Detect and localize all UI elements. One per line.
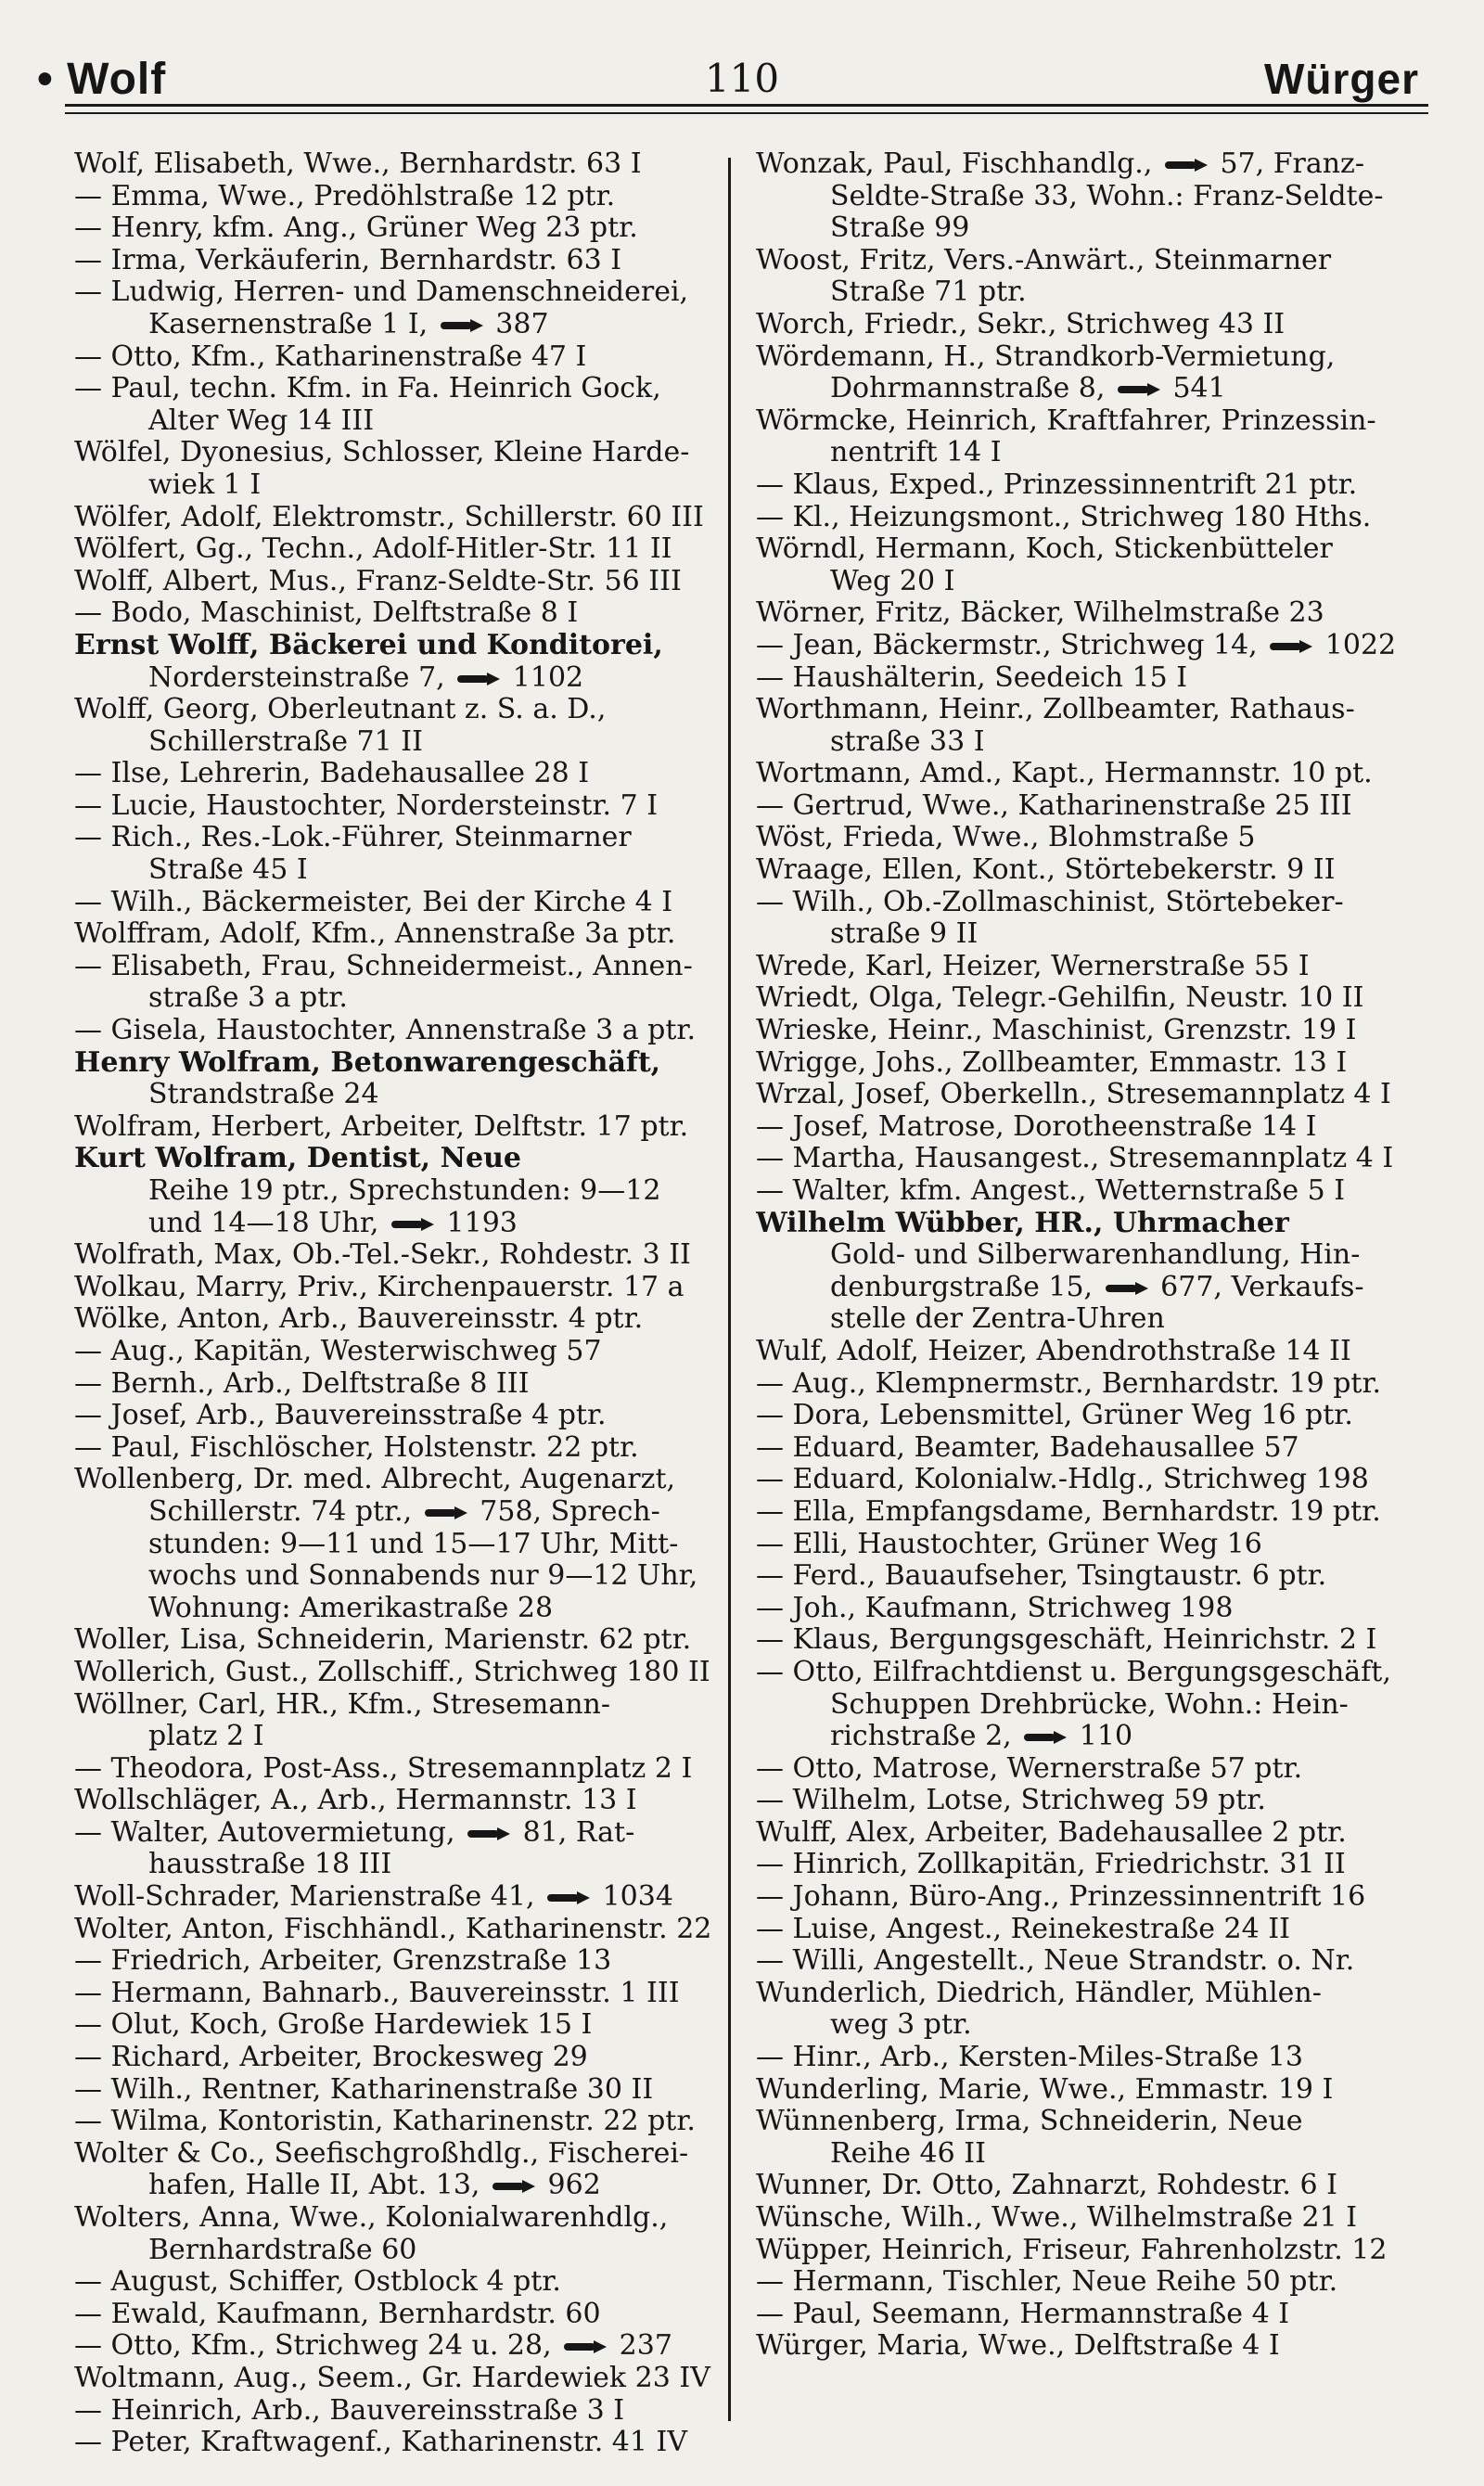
directory-entry <box>74 1881 712 1914</box>
entry-line: Wolters, Anna, Wwe., Kolonialwarenhdlg., <box>74 2202 669 2234</box>
entry-continuation-line: Straße 71 ptr. <box>830 276 1027 309</box>
entry-line: — Friedrich, Arbeiter, Grenzstraße 13 <box>74 1945 612 1978</box>
entry-line: — Johann, Büro-Ang., Prinzessinnentrift 16 <box>756 1881 1366 1914</box>
phone-icon <box>1024 1731 1067 1744</box>
entry-continuation-line: stunden: 9—11 und 15—17 Uhr, Mitt- <box>148 1528 679 1560</box>
directory-entry <box>74 373 712 437</box>
right-column <box>756 148 1405 2363</box>
entry-continuation-line: Reihe 46 II <box>830 2137 986 2170</box>
entry-line: Wünsche, Wilh., Wwe., Wilhelmstraße 21 I <box>756 2202 1358 2234</box>
phone-icon <box>391 1218 434 1231</box>
entry-line: — Heinrich, Arb., Bauvereinsstraße 3 I <box>74 2394 625 2427</box>
page-number: 110 <box>704 56 780 101</box>
entry-continuation-line: Dohrmannstraße 8, 541 <box>830 373 1226 405</box>
directory-entry <box>756 502 1405 534</box>
entry-line: — Irma, Verkäuferin, Bernhardstr. 63 I <box>74 244 622 276</box>
entry-line: Ernst Wolff, Bäckerei und Konditorei, <box>74 629 663 661</box>
entry-line: Woll-Schrader, Marienstraße 41, 1034 <box>74 1881 673 1914</box>
directory-entry <box>74 276 712 340</box>
directory-entry <box>756 2330 1405 2363</box>
entry-line: — Walter, kfm. Angest., Wetternstraße 5 I <box>756 1175 1346 1207</box>
entry-continuation-line: Schillerstraße 71 II <box>148 725 423 758</box>
directory-entry <box>756 309 1405 341</box>
page-header <box>37 43 1447 108</box>
entry-line: — Paul, Fischlöscher, Holstenstr. 22 ptr. <box>74 1431 639 1464</box>
entry-line: — Richard, Arbeiter, Brockesweg 29 <box>74 2042 588 2074</box>
directory-entry <box>756 1529 1405 1561</box>
directory-entry <box>74 1336 712 1368</box>
directory-entry <box>74 918 712 951</box>
entry-line: — Ludwig, Herren- und Damenschneiderei, <box>74 276 689 309</box>
entry-line: — Bodo, Maschinist, Delftstraße 8 I <box>74 597 579 630</box>
directory-entry <box>74 822 712 886</box>
directory-entry <box>74 1432 712 1465</box>
entry-line: — Elisabeth, Frau, Schneidermeist., Annen- <box>74 950 693 982</box>
entry-line: — Peter, Kraftwagenf., Katharinenstr. 41 IV <box>74 2427 688 2459</box>
entry-line: — Otto, Kfm., Strichweg 24 u. 28, 237 <box>74 2330 672 2363</box>
entry-line: — Wilh., Bäckermeister, Bei der Kirche 4 I <box>74 886 673 918</box>
entry-line: Wortmann, Amd., Kapt., Hermannstr. 10 pt. <box>756 758 1373 790</box>
entry-line: — Henry, kfm. Ang., Grüner Weg 23 ptr. <box>74 212 638 245</box>
directory-entry <box>74 1945 712 1978</box>
entry-continuation-line: Alter Weg 14 III <box>148 404 375 437</box>
directory-entry <box>74 1143 712 1239</box>
directory-entry <box>756 1336 1405 1368</box>
directory-entry <box>756 1657 1405 1753</box>
entry-line: — Willi, Angestellt., Neue Strandstr. o. Nr. <box>756 1945 1355 1978</box>
entry-continuation-line: denburgstraße 15, 677, Verkaufs- <box>830 1271 1364 1303</box>
directory-entry <box>74 566 712 598</box>
directory-entry <box>756 1978 1405 2042</box>
entry-line: Wölfer, Adolf, Elektromstr., Schillerstr. 60 III <box>74 501 704 533</box>
directory-entry <box>74 245 712 277</box>
entry-line: Woost, Fritz, Vers.-Anwärt., Steinmarner <box>756 244 1332 276</box>
entry-line: — Klaus, Exped., Prinzessinnentrift 21 ptr. <box>756 468 1358 501</box>
header-rule-bottom <box>65 112 1428 114</box>
directory-entry <box>74 758 712 790</box>
entry-line: — Hermann, Tischler, Neue Reihe 50 ptr. <box>756 2266 1338 2299</box>
directory-entry <box>74 694 712 758</box>
entry-line: — Hinr., Arb., Kersten-Miles-Straße 13 <box>756 2042 1303 2074</box>
entry-continuation-line: Straße 45 I <box>148 854 308 887</box>
entry-line: — Otto, Matrose, Wernerstraße 57 ptr. <box>756 1752 1303 1785</box>
directory-entry <box>74 1978 712 2010</box>
directory-entry <box>74 2427 712 2459</box>
directory-entry <box>756 2299 1405 2331</box>
entry-line: — Gisela, Haustochter, Annenstraße 3 a ptr. <box>74 1015 697 1047</box>
directory-entry <box>74 2138 712 2202</box>
directory-entry <box>74 1753 712 1786</box>
directory-entry <box>74 502 712 534</box>
entry-line: — Dora, Lebensmittel, Grüner Weg 16 ptr. <box>756 1400 1353 1432</box>
entry-line: Wolf, Elisabeth, Wwe., Bernhardstr. 63 I <box>74 148 642 180</box>
entry-line: Wolkau, Marry, Priv., Kirchenpauerstr. 17 a <box>74 1271 684 1303</box>
entry-line: Wulff, Alex, Arbeiter, Badehausallee 2 ptr. <box>756 1816 1347 1849</box>
entry-line: Wollerich, Gust., Zollschiff., Strichweg 180 II <box>74 1656 710 1688</box>
directory-entry <box>756 1368 1405 1401</box>
entry-line: Wüpper, Heinrich, Friseur, Fahrenholzstr. 12 <box>756 2234 1388 2266</box>
entry-line: Wörndl, Hermann, Koch, Stickenbütteler <box>756 533 1333 566</box>
directory-entry <box>756 1175 1405 1208</box>
entry-line: Wolfram, Herbert, Arbeiter, Delftstr. 17 ptr. <box>74 1110 689 1143</box>
directory-entry <box>74 2202 712 2266</box>
directory-entry <box>756 1560 1405 1593</box>
entry-line: — Aug., Kapitän, Westerwischweg 57 <box>74 1335 602 1367</box>
directory-entry <box>756 1432 1405 1465</box>
entry-line: — Otto, Kfm., Katharinenstraße 47 I <box>74 340 587 373</box>
directory-entry <box>756 1496 1405 1529</box>
entry-line: — Klaus, Bergungsgeschäft, Heinrichstr. 2 I <box>756 1624 1377 1657</box>
entry-line: — Otto, Eilfrachtdienst u. Bergungsgeschäft, <box>756 1656 1391 1688</box>
directory-entry <box>756 2235 1405 2267</box>
entry-line: Wördemann, H., Strandkorb-Vermietung, <box>756 340 1336 373</box>
directory-entry <box>756 630 1405 662</box>
directory-entry <box>756 1400 1405 1432</box>
entry-line: Henry Wolfram, Betonwarengeschäft, <box>74 1046 661 1079</box>
entry-continuation-line: Gold- und Silberwarenhandlung, Hin- <box>830 1239 1361 1272</box>
entry-line: Wünnenberg, Irma, Schneiderin, Neue <box>756 2106 1303 2138</box>
entry-continuation-line: hausstraße 18 III <box>148 1849 392 1881</box>
entry-continuation-line: weg 3 ptr. <box>830 2009 972 2042</box>
entry-line: — Haushälterin, Seedeich 15 I <box>756 661 1188 694</box>
directory-entry <box>74 1111 712 1144</box>
entry-line: — Wilh., Ob.-Zollmaschinist, Störtebeker- <box>756 886 1344 918</box>
directory-entry <box>74 2266 712 2299</box>
entry-continuation-line: Reihe 19 ptr., Sprechstunden: 9—12 <box>148 1175 661 1207</box>
directory-entry <box>756 1015 1405 1047</box>
directory-entry <box>74 2363 712 2395</box>
entry-continuation-line: hafen, Halle II, Abt. 13, 962 <box>148 2170 601 2202</box>
directory-entry <box>756 1464 1405 1496</box>
entry-continuation-line: und 14—18 Uhr, 1193 <box>148 1207 518 1239</box>
directory-entry <box>756 2074 1405 2107</box>
entry-continuation-line: Kasernenstraße 1 I, 387 <box>148 308 549 340</box>
entry-line: Wriedt, Olga, Telegr.-Gehilfin, Neustr. 10 II <box>756 982 1364 1015</box>
directory-entry <box>74 1239 712 1272</box>
entry-line: Wöst, Frieda, Wwe., Blohmstraße 5 <box>756 822 1256 854</box>
entry-line: — Olut, Koch, Große Hardewiek 15 I <box>74 2009 593 2042</box>
phone-icon <box>493 2180 535 2193</box>
header-right-keyword: Würger <box>1264 55 1419 103</box>
entry-line: Wunner, Dr. Otto, Zahnarzt, Rohdestr. 6 I <box>756 2170 1337 2202</box>
entry-line: — Wilhelm, Lotse, Strichweg 59 ptr. <box>756 1785 1266 1817</box>
entry-line: — Ilse, Lehrerin, Badehausallee 28 I <box>74 758 590 790</box>
entry-line: — Walter, Autovermietung, 81, Rat- <box>74 1816 635 1849</box>
directory-entry <box>756 790 1405 823</box>
entry-line: — August, Schiffer, Ostblock 4 ptr. <box>74 2266 561 2299</box>
entry-line: Wolff, Albert, Mus., Franz-Seldte-Str. 56 III <box>74 565 682 597</box>
directory-entry <box>74 1817 712 1881</box>
directory-entry <box>756 1593 1405 1625</box>
entry-continuation-line: Seldte-Straße 33, Wohn.: Franz-Seldte- <box>830 180 1384 212</box>
directory-entry <box>74 2009 712 2042</box>
phone-icon <box>457 673 500 686</box>
entry-continuation-line: Nordersteinstraße 7, 1102 <box>148 661 584 694</box>
entry-line: Wrzal, Josef, Oberkelln., Stresemannplatz 4 I <box>756 1079 1391 1111</box>
directory-entry <box>756 148 1405 245</box>
directory-entry <box>756 1945 1405 1978</box>
entry-line: Wrieske, Heinr., Maschinist, Grenzstr. 19 I <box>756 1015 1357 1047</box>
directory-entry <box>756 982 1405 1015</box>
directory-entry <box>756 694 1405 758</box>
directory-entry <box>756 822 1405 854</box>
directory-entry <box>756 1849 1405 1881</box>
entry-continuation-line: straße 9 II <box>830 918 979 951</box>
entry-line: — Martha, Hausangest., Stresemannplatz 4 I <box>756 1143 1394 1175</box>
directory-entry <box>756 854 1405 887</box>
entry-line: Wölke, Anton, Arb., Bauvereinsstr. 4 ptr. <box>74 1303 644 1336</box>
entry-continuation-line: Strandstraße 24 <box>148 1079 379 1111</box>
directory-entry <box>756 2042 1405 2074</box>
entry-line: — Lucie, Haustochter, Nordersteinstr. 7 I <box>74 789 659 822</box>
directory-entry <box>756 1208 1405 1336</box>
entry-line: — Wilma, Kontoristin, Katharinenstr. 22 ptr. <box>74 2106 696 2138</box>
directory-entry <box>756 533 1405 597</box>
entry-line: Wulf, Adolf, Heizer, Abendrothstraße 14 II <box>756 1335 1351 1367</box>
directory-entry <box>756 1111 1405 1144</box>
entry-line: Wonzak, Paul, Fischhandlg., 57, Franz- <box>756 148 1364 180</box>
entry-line: Wölfert, Gg., Techn., Adolf-Hitler-Str. 11 II <box>74 533 672 566</box>
header-rule-top <box>65 104 1428 107</box>
phone-icon <box>1270 640 1312 653</box>
directory-entry <box>756 2202 1405 2235</box>
entry-continuation-line: Schuppen Drehbrücke, Wohn.: Hein- <box>830 1688 1349 1721</box>
entry-line: — Luise, Angest., Reinekestraße 24 II <box>756 1913 1290 1945</box>
directory-entry <box>756 1785 1405 1817</box>
directory-entry <box>756 2106 1405 2170</box>
entry-line: Wrigge, Johs., Zollbeamter, Emmastr. 13 I <box>756 1046 1348 1079</box>
entry-line: — Ferd., Bauaufseher, Tsingtaustr. 6 ptr. <box>756 1560 1327 1593</box>
phone-icon <box>425 1506 467 1519</box>
directory-entry <box>74 212 712 245</box>
entry-continuation-line: Straße 99 <box>830 212 970 245</box>
entry-line: Wolff, Georg, Oberleutnant z. S. a. D., <box>74 694 607 726</box>
entry-line: — Josef, Matrose, Dorotheenstraße 14 I <box>756 1110 1317 1143</box>
directory-entry <box>756 2170 1405 2202</box>
directory-entry <box>756 1881 1405 1914</box>
directory-entry <box>756 1143 1405 1175</box>
directory-entry <box>756 245 1405 309</box>
entry-line: Würger, Maria, Wwe., Delftstraße 4 I <box>756 2330 1280 2363</box>
entry-continuation-line: stelle der Zentra-Uhren <box>830 1303 1165 1336</box>
left-column <box>74 148 712 2459</box>
entry-line: Wunderlich, Diedrich, Händler, Mühlen- <box>756 1977 1322 2009</box>
directory-entry <box>756 1047 1405 1080</box>
entry-line: — Wilh., Rentner, Katharinenstraße 30 II <box>74 2073 654 2106</box>
entry-line: Kurt Wolfram, Dentist, Neue <box>74 1143 521 1175</box>
entry-line: — Aug., Klempnermstr., Bernhardstr. 19 ptr. <box>756 1367 1382 1400</box>
entry-line: — Hermann, Bahnarb., Bauvereinsstr. 1 III <box>74 1977 680 2009</box>
directory-entry <box>756 662 1405 695</box>
directory-entry <box>74 1047 712 1111</box>
header-left-keyword: • Wolf <box>37 55 167 104</box>
directory-entry <box>74 597 712 630</box>
entry-line: Wörmcke, Heinrich, Kraftfahrer, Prinzessin- <box>756 404 1376 437</box>
entry-line: — Elli, Haustochter, Grüner Weg 16 <box>756 1528 1262 1560</box>
entry-line: — Paul, techn. Kfm. in Fa. Heinrich Gock, <box>74 373 661 405</box>
entry-line: — Eduard, Kolonialw.-Hdlg., Strichweg 198 <box>756 1464 1369 1496</box>
entry-line: Wörner, Fritz, Bäcker, Wilhelmstraße 23 <box>756 597 1324 630</box>
directory-entry <box>756 405 1405 469</box>
entry-line: — Rich., Res.-Lok.-Führer, Steinmarner <box>74 822 632 854</box>
directory-entry <box>756 341 1405 405</box>
directory-entry <box>74 630 712 694</box>
entry-continuation-line: wiek 1 I <box>148 468 262 501</box>
entry-line: Wölfel, Dyonesius, Schlosser, Kleine Harde- <box>74 437 690 469</box>
phone-icon <box>1106 1282 1148 1295</box>
entry-continuation-line: Wohnung: Amerikastraße 28 <box>148 1592 554 1624</box>
entry-line: — Jean, Bäckermstr., Strichweg 14, 1022 <box>756 629 1397 661</box>
entry-continuation-line: wochs und Sonnabends nur 9—12 Uhr, <box>148 1560 698 1593</box>
directory-entry <box>74 437 712 501</box>
directory-entry <box>756 1753 1405 1786</box>
entry-line: — Hinrich, Zollkapitän, Friedrichstr. 31 II <box>756 1849 1346 1881</box>
entry-line: — Bernh., Arb., Delftstraße 8 III <box>74 1367 530 1400</box>
directory-entry <box>756 951 1405 983</box>
phone-icon <box>467 1827 510 1840</box>
entry-line: — Ewald, Kaufmann, Bernhardstr. 60 <box>74 2298 601 2330</box>
directory-entry <box>756 887 1405 951</box>
entry-continuation-line: Bernhardstraße 60 <box>148 2234 417 2266</box>
phone-icon <box>1165 159 1208 172</box>
entry-continuation-line: Schillerstr. 74 ptr., 758, Sprech- <box>148 1495 660 1528</box>
column-divider <box>728 158 731 2421</box>
entry-continuation-line: Weg 20 I <box>830 565 955 597</box>
directory-entry <box>74 1303 712 1336</box>
entry-line: — Theodora, Post-Ass., Stresemannplatz 2 I <box>74 1752 693 1785</box>
directory-entry <box>756 597 1405 630</box>
phone-icon <box>1118 383 1160 396</box>
directory-entry <box>756 1914 1405 1946</box>
entry-line: — Josef, Arb., Bauvereinsstraße 4 ptr. <box>74 1400 607 1432</box>
phone-icon <box>547 1891 590 1904</box>
entry-continuation-line: nentrift 14 I <box>830 437 1002 469</box>
entry-line: Worthmann, Heinr., Zollbeamter, Rathaus- <box>756 694 1355 726</box>
directory-entry <box>74 2042 712 2074</box>
directory-entry <box>74 1785 712 1817</box>
phone-icon <box>564 2340 607 2353</box>
directory-entry <box>74 181 712 213</box>
entry-line: — Kl., Heizungsmont., Strichweg 180 Hths. <box>756 501 1372 533</box>
directory-entry <box>74 533 712 566</box>
entry-line: Wolter, Anton, Fischhändl., Katharinenstr. 22 <box>74 1913 712 1945</box>
directory-entry <box>74 341 712 374</box>
entry-line: Woller, Lisa, Schneiderin, Marienstr. 62 ptr. <box>74 1624 692 1657</box>
directory-entry <box>74 887 712 919</box>
entry-line: — Eduard, Beamter, Badehausallee 57 <box>756 1431 1299 1464</box>
directory-entry <box>74 1689 712 1753</box>
directory-entry <box>74 1400 712 1432</box>
directory-entry <box>74 951 712 1015</box>
entry-line: — Joh., Kaufmann, Strichweg 198 <box>756 1592 1234 1624</box>
directory-entry <box>74 2074 712 2107</box>
directory-entry <box>74 2330 712 2363</box>
entry-continuation-line: straße 33 I <box>830 725 985 758</box>
entry-line: Wollenberg, Dr. med. Albrecht, Augenarzt, <box>74 1464 676 1496</box>
directory-entry <box>74 1624 712 1657</box>
entry-line: — Ella, Empfangsdame, Bernhardstr. 19 ptr. <box>756 1495 1381 1528</box>
entry-line: Wöllner, Carl, HR., Kfm., Stresemann- <box>74 1688 610 1721</box>
directory-entry <box>74 1368 712 1401</box>
entry-continuation-line: straße 3 a ptr. <box>148 982 348 1015</box>
directory-entry <box>756 1624 1405 1657</box>
entry-continuation-line: richstraße 2, 110 <box>830 1721 1133 1753</box>
directory-entry <box>74 2299 712 2331</box>
entry-line: Wolffram, Adolf, Kfm., Annenstraße 3a ptr. <box>74 918 676 951</box>
entry-line: Wraage, Ellen, Kont., Störtebekerstr. 9 II <box>756 854 1336 887</box>
directory-entry <box>74 1464 712 1624</box>
phone-icon <box>441 319 483 332</box>
directory-entry <box>756 2266 1405 2299</box>
entry-continuation-line: platz 2 I <box>148 1721 264 1753</box>
directory-entry <box>756 758 1405 790</box>
entry-line: — Paul, Seemann, Hermannstraße 4 I <box>756 2298 1290 2330</box>
directory-entry <box>756 469 1405 502</box>
directory-entry <box>74 148 712 181</box>
entry-line: Wilhelm Wübber, HR., Uhrmacher <box>756 1207 1289 1239</box>
directory-entry <box>74 2395 712 2428</box>
directory-entry <box>74 1657 712 1689</box>
entry-line: — Gertrud, Wwe., Katharinenstraße 25 III <box>756 789 1352 822</box>
entry-line: Wollschläger, A., Arb., Hermannstr. 13 I <box>74 1785 637 1817</box>
entry-line: Worch, Friedr., Sekr., Strichweg 43 II <box>756 308 1286 340</box>
directory-entry <box>74 1272 712 1304</box>
entry-line: Wrede, Karl, Heizer, Wernerstraße 55 I <box>756 950 1310 982</box>
entry-line: Wunderling, Marie, Wwe., Emmastr. 19 I <box>756 2073 1334 2106</box>
directory-entry <box>756 1079 1405 1111</box>
directory-entry <box>74 1015 712 1047</box>
directory-entry <box>74 1914 712 1946</box>
entry-line: Wolter & Co., Seefischgroßhdlg., Fischerei- <box>74 2137 689 2170</box>
directory-entry <box>74 790 712 823</box>
directory-entry <box>74 2106 712 2138</box>
entry-line: Woltmann, Aug., Seem., Gr. Hardewiek 23 IV <box>74 2362 710 2394</box>
entry-line: — Emma, Wwe., Predöhlstraße 12 ptr. <box>74 180 616 212</box>
directory-entry <box>756 1817 1405 1850</box>
entry-line: Wolfrath, Max, Ob.-Tel.-Sekr., Rohdestr. 3 II <box>74 1239 691 1272</box>
